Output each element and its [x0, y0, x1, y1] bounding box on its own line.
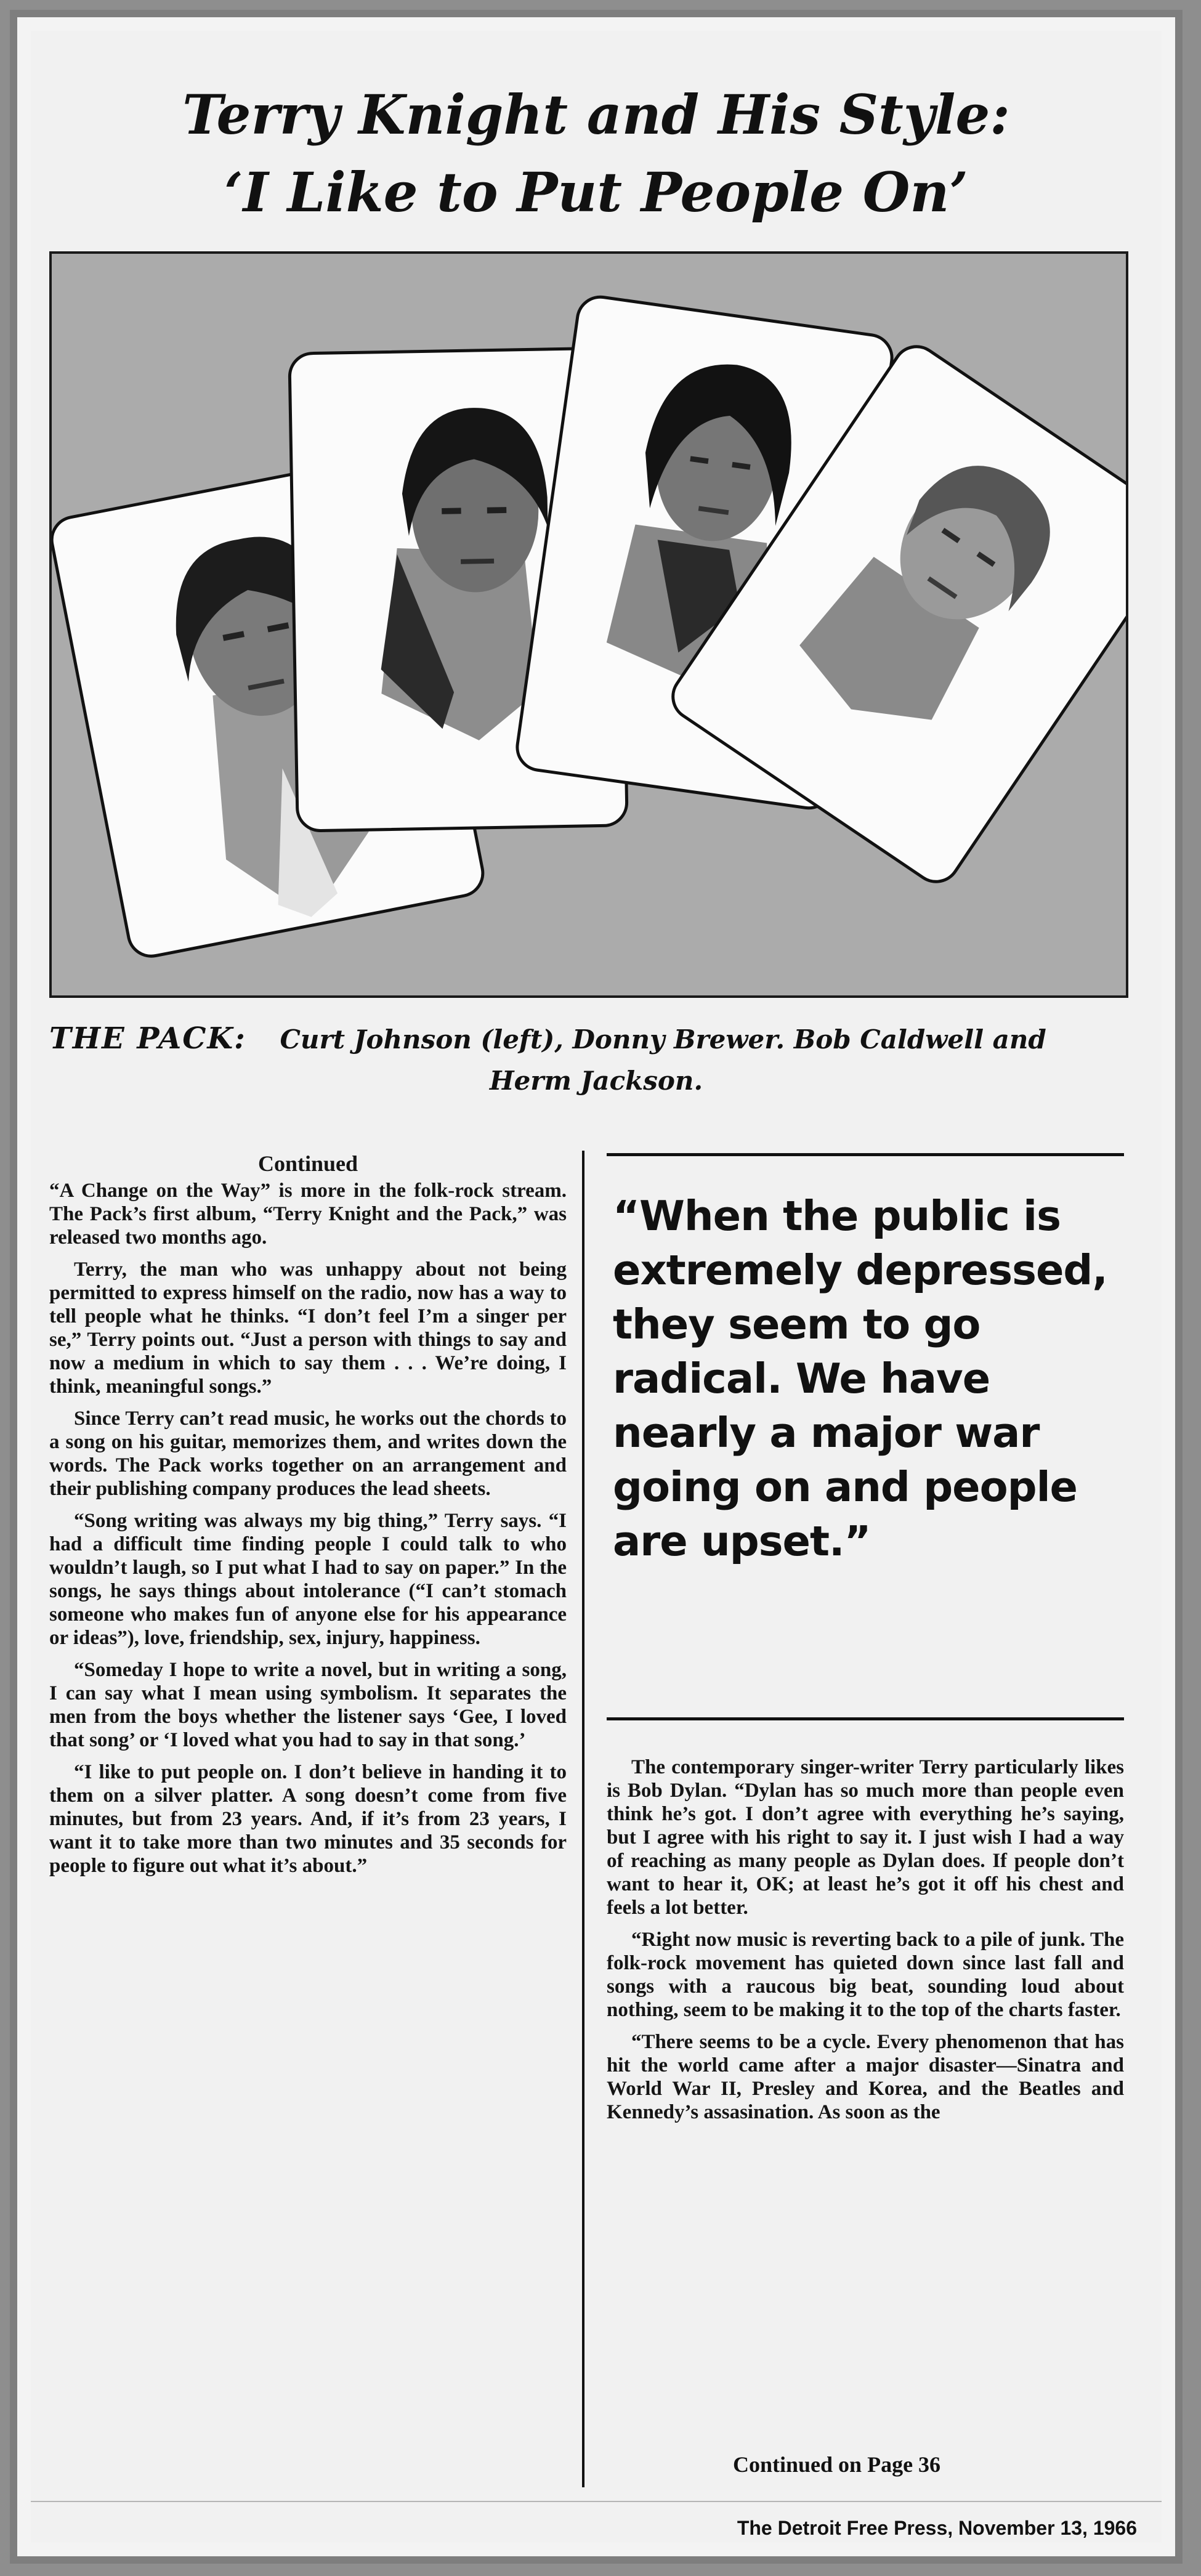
caption-line-2: Herm Jackson.	[489, 1066, 703, 1096]
headline-line-2: ‘I Like to Put People On’	[224, 160, 969, 224]
paragraph: “Song writing was always my big thing,” Terry says. “I had a difficult time finding people I could talk to who wouldn’t laugh, so I put what I had to say on paper.” In the songs, he says things about intolerance (“I can’t stomach someone who makes fun of anyone else for his appearance or ideas”), love, friendship, sex, injury, happiness.	[49, 1510, 567, 1649]
band-photo	[49, 251, 1128, 998]
paragraph: Since Terry can’t read music, he works out the chords to a song on his guitar, memorizes them, and writes down the words. The Pack works together on an arrangement and their publishing company produces the lead sheets.	[49, 1407, 567, 1500]
caption-text: Curt Johnson (left), Donny Brewer. Bob Caldwell and	[280, 1024, 1046, 1055]
footer-rule	[31, 2501, 1162, 2502]
right-column	[607, 1756, 1124, 2132]
pull-quote-bottom-rule	[607, 1717, 1124, 1720]
paragraph: “I like to put people on. I don’t believe in handing it to them on a silver platter. A song doesn’t come from five minutes, but from 23 years. And, if it’s from 23 years, I want it to take more than two minutes and 35 seconds for people to figure out what it’s about.”	[49, 1761, 567, 1877]
page-inner	[31, 31, 1162, 2543]
paragraph: “Someday I hope to write a novel, but in writing a song, I can say what I mean using symbolism. It separates the men from the boys whether the listener says ‘Gee, I loved that song’ or ‘I loved what you had to say in that song.’	[49, 1659, 567, 1751]
paragraph: “A Change on the Way” is more in the folk-rock stream. The Pack’s first album, “Terry Knight and the Pack,” was released two months ago.	[49, 1180, 567, 1249]
column-divider	[582, 1151, 584, 2487]
paragraph: The contemporary singer-writer Terry particularly likes is Bob Dylan. “Dylan has so much more than people even think he’s got. I don’t agree with everything he’s saying, but I agree with his right to say it. I just wish I had a way of reaching as many people as Dylan does. If people don’t want to hear it, OK; at least he’s got it off his chest and feels a lot better.	[607, 1756, 1124, 1919]
left-column	[49, 1152, 567, 1886]
pull-quote: “When the public is extremely depressed, they seem to go radical. We have nearly a major war going on and people are upset.”	[613, 1192, 1107, 1565]
newspaper-page	[10, 10, 1183, 2564]
continued-heading: Continued	[257, 1151, 358, 1176]
caption-label: THE PACK:	[49, 1021, 246, 1056]
paragraph: “There seems to be a cycle. Every phenomenon that has hit the world came after a major disaster—Sinatra and World War II, Presley and Korea, and the Beatles and Kennedy’s assasination. As soon as the	[607, 2031, 1124, 2123]
paragraph: Terry, the man who was unhappy about not being permitted to express himself on the radio, now has a way to tell people what he thinks. “I don’t feel I’m a singer per se,” Terry points out. “Just a person with things to say and now a medium in which to say them . . . We’re doing, I think, meaningful songs.”	[49, 1258, 567, 1398]
headline-line-1: Terry Knight and His Style:	[182, 83, 1010, 147]
source-credit: The Detroit Free Press, November 13, 1966	[737, 2517, 1137, 2539]
continued-on-page: Continued on Page 36	[733, 2452, 941, 2477]
pull-quote-top-rule	[607, 1153, 1124, 1156]
photo-caption	[49, 1021, 1162, 1056]
paragraph: “Right now music is reverting back to a pile of junk. The folk-rock movement has quieted down since last fall and songs with a raucous big beat, sounding loud about nothing, seem to be making it to the top of the charts faster.	[607, 1929, 1124, 2021]
